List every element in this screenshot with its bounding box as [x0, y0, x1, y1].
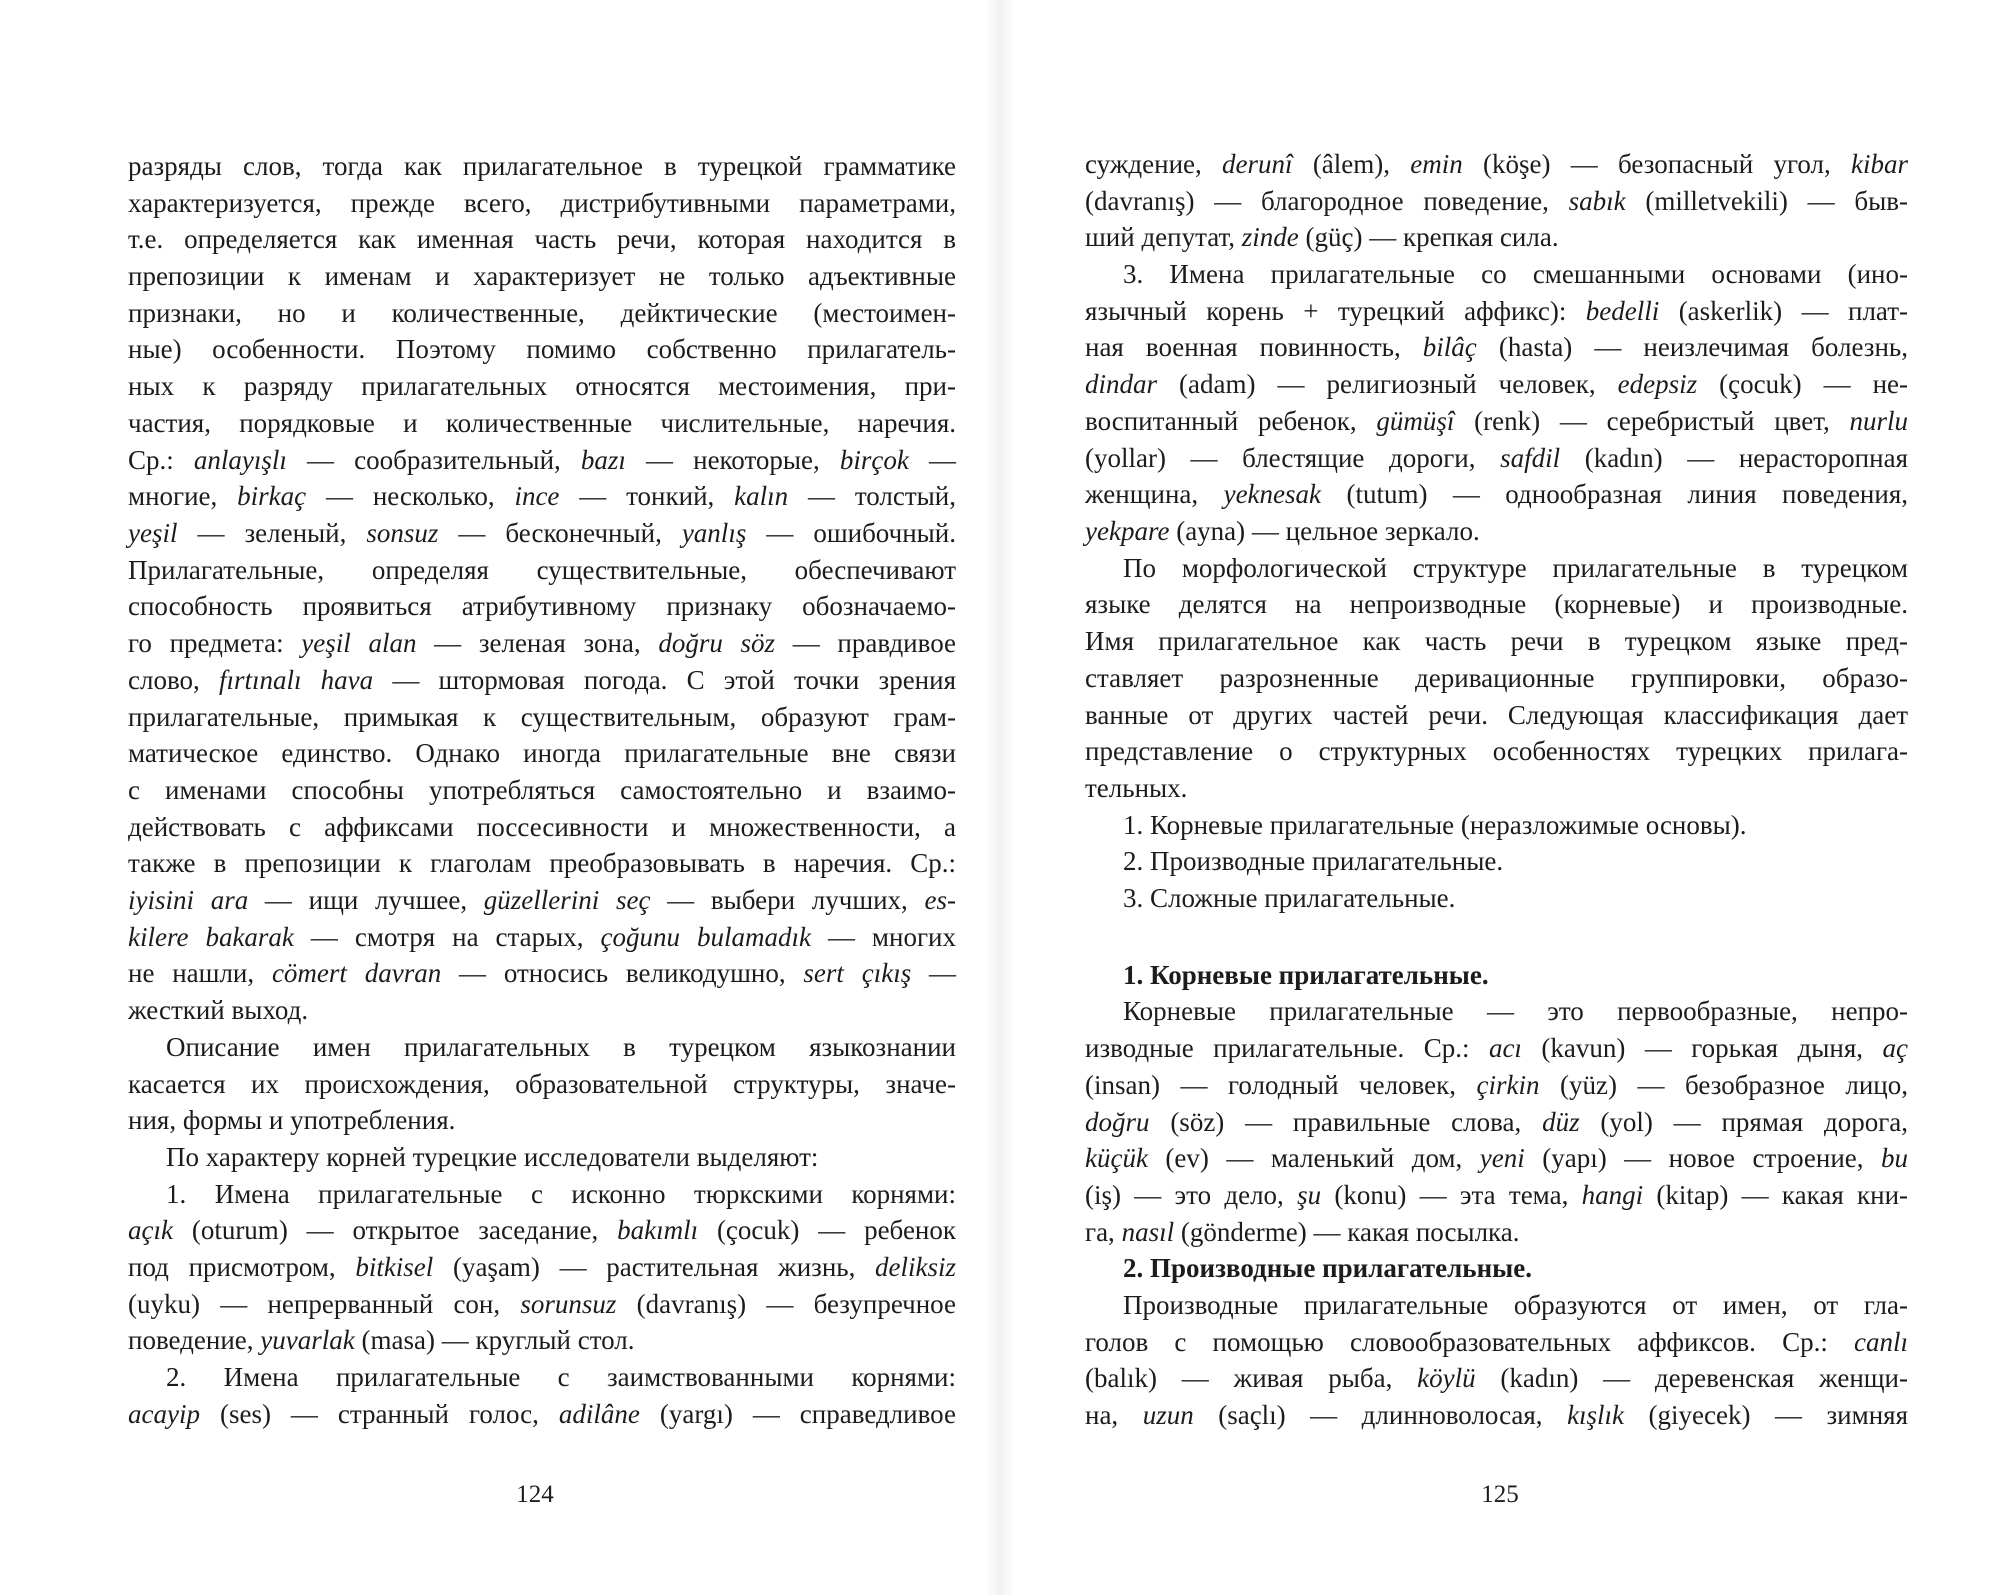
text-line [128, 258, 956, 294]
text-line [128, 1396, 956, 1432]
text-run: 3. Имена прилагательные со смешанными основами (ино- [1123, 259, 1908, 289]
turkish-term: anlayışlı [193, 445, 287, 475]
text-line [128, 1102, 956, 1138]
text-run: — многих [810, 922, 956, 952]
book-gutter [985, 0, 1015, 1595]
turkish-term: bedelli [1585, 296, 1660, 326]
text-run: (kavun) — горькая дыня, [1521, 1033, 1883, 1063]
text-line [128, 588, 956, 624]
text-line [166, 1359, 956, 1395]
turkish-term: deliksiz [875, 1252, 956, 1282]
turkish-term: yeknesak [1223, 479, 1322, 509]
text-run: 2. Производные прилагательные. [1123, 846, 1504, 876]
text-run: характеризуется, прежде всего, дистрибутивными параметрами, [128, 188, 956, 218]
text-run: (davranış) — благородное поведение, [1085, 186, 1569, 216]
turkish-term: düz [1542, 1107, 1580, 1137]
text-line [1123, 1287, 1908, 1323]
right-page-text [1000, 0, 2000, 1595]
text-run: жесткий выход. [128, 995, 309, 1025]
text-run: 3. Сложные прилагательные. [1123, 883, 1456, 913]
text-line [1085, 586, 1908, 622]
text-run: признаки, но и количественные, дейктические (местоимен- [128, 298, 956, 328]
text-line [128, 515, 956, 551]
text-run: (çocuk) — ребенок [698, 1215, 956, 1245]
left-page-number: 124 [516, 1481, 554, 1508]
turkish-term: adilâne [558, 1399, 640, 1429]
text-run: многие, [128, 481, 238, 511]
turkish-term: dindar [1085, 369, 1158, 399]
text-run: на, [1085, 1400, 1143, 1430]
text-run: касается их происхождения, образовательной структуры, значе- [128, 1069, 956, 1099]
text-run: (balık) — живая рыба, [1085, 1363, 1418, 1393]
turkish-term: canlı [1854, 1327, 1908, 1357]
text-run: — выбери лучших, [650, 885, 925, 915]
turkish-term: acı [1488, 1033, 1522, 1063]
turkish-term: güzellerini seç [483, 885, 651, 915]
turkish-term: yeşil [128, 518, 178, 548]
turkish-term: acayip [128, 1399, 200, 1429]
text-line [1085, 770, 1908, 806]
turkish-term: açık [128, 1215, 173, 1245]
text-line [1085, 1140, 1908, 1176]
text-run: — сообразительный, [286, 445, 581, 475]
text-line [166, 1139, 956, 1175]
text-run: — некоторые, [625, 445, 840, 475]
text-run: суждение, [1085, 149, 1223, 179]
text-run: (iş) — это дело, [1085, 1180, 1298, 1210]
text-line [128, 221, 956, 257]
text-line [1085, 219, 1908, 255]
text-line [1085, 329, 1908, 365]
text-run: (söz) — правильные слова, [1149, 1107, 1543, 1137]
text-line [1085, 1177, 1908, 1213]
text-run: (davranış) — безупречное [616, 1289, 956, 1319]
text-line [166, 1176, 956, 1212]
text-run: (yargı) — справедливое [639, 1399, 956, 1429]
text-line [1123, 1250, 1908, 1286]
text-run: ных к разряду прилагательных относятся местоимения, при- [128, 371, 956, 401]
text-run: — ищи лучшее, [248, 885, 484, 915]
turkish-term: köylü [1417, 1363, 1476, 1393]
text-run: женщина, [1085, 479, 1224, 509]
text-line [1123, 550, 1908, 586]
text-run: (uyku) — непрерванный сон, [128, 1289, 521, 1319]
text-run: (saçlı) — длинноволосая, [1193, 1400, 1568, 1430]
text-line [1085, 1030, 1908, 1066]
text-line [1123, 843, 1908, 879]
text-line [1123, 880, 1908, 916]
text-line [1085, 733, 1908, 769]
text-run: 2. Производные прилагательные. [1123, 1253, 1532, 1283]
text-line [1085, 403, 1908, 439]
text-run: 1. Имена прилагательные с исконно тюркскими корнями: [166, 1179, 956, 1209]
text-run: (yapı) — новое строение, [1524, 1143, 1881, 1173]
text-run: представление о структурных особенностях турецких прилага- [1085, 736, 1908, 766]
turkish-term: birçok [839, 445, 909, 475]
right-page [1000, 0, 2000, 1595]
text-line [1085, 1067, 1908, 1103]
turkish-term: yeni [1479, 1143, 1525, 1173]
text-run: 1. Корневые прилагательные (неразложимые основы). [1123, 810, 1747, 840]
text-run: (insan) — голодный человек, [1085, 1070, 1477, 1100]
text-run: (tutum) — однообразная линия поведения, [1321, 479, 1908, 509]
text-line [128, 185, 956, 221]
text-run: также в препозиции к глаголам преобразовывать в наречия. Ср.: [128, 848, 956, 878]
text-run: Ср.: [128, 445, 194, 475]
text-run: ставляет разрозненные деривационные группировки, образо- [1085, 663, 1908, 693]
text-run: — зеленая зона, [416, 628, 659, 658]
text-run: (kadın) — нерасторопная [1560, 443, 1908, 473]
text-line [128, 295, 956, 331]
turkish-term: iyisini ara [128, 885, 249, 915]
text-run: — [911, 958, 957, 988]
text-line [1085, 1397, 1908, 1433]
turkish-term: yekpare [1085, 516, 1170, 546]
text-line [1123, 993, 1908, 1029]
text-line [128, 809, 956, 845]
text-line [1085, 440, 1908, 476]
text-run: (gönderme) — какая посылка. [1174, 1217, 1520, 1247]
text-line [128, 845, 956, 881]
text-line [1085, 1360, 1908, 1396]
text-run: — бесконечный, [438, 518, 682, 548]
text-line [128, 772, 956, 808]
text-run: (konu) — эта тема, [1321, 1180, 1582, 1210]
turkish-term: çirkin [1476, 1070, 1540, 1100]
right-page-number: 125 [1481, 1481, 1519, 1508]
text-line [128, 1066, 956, 1102]
text-line [128, 1249, 956, 1285]
text-run: (ses) — странный голос, [199, 1399, 559, 1429]
turkish-term: safdil [1500, 443, 1561, 473]
text-line [1085, 183, 1908, 219]
turkish-term: cömert davran [271, 958, 442, 988]
text-run: га, [1085, 1217, 1122, 1247]
text-run: Корневые прилагательные — это первообразные, непро- [1123, 996, 1908, 1026]
text-run: (güç) — крепкая сила. [1298, 222, 1559, 252]
turkish-term: bilâç [1422, 332, 1477, 362]
text-line [128, 442, 956, 478]
text-line [128, 919, 956, 955]
text-run: ший депутат, [1085, 222, 1242, 252]
turkish-term: sonsuz [366, 518, 439, 548]
turkish-term: birkaç [237, 481, 307, 511]
turkish-term: ince [514, 481, 560, 511]
text-run: препозиции к именам и характеризует не только адъективные [128, 261, 956, 291]
text-run: — смотря на старых, [293, 922, 601, 952]
text-line [1085, 476, 1908, 512]
text-line [1123, 807, 1908, 843]
text-run: голов с помощью словообразовательных аффиксов. Ср.: [1085, 1327, 1854, 1357]
turkish-term: nurlu [1849, 406, 1909, 436]
text-run: воспитанный ребенок, [1085, 406, 1377, 436]
text-line [1085, 623, 1908, 659]
text-run: ванные от других частей речи. Следующая классификация дает [1085, 700, 1908, 730]
text-line [128, 625, 956, 661]
text-run: — толстый, [788, 481, 957, 511]
text-run: слово, [128, 665, 219, 695]
text-run: (askerlik) — плат- [1659, 296, 1908, 326]
text-run: (masa) — круглый стол. [354, 1325, 635, 1355]
text-run: го предмета: [128, 628, 302, 658]
text-run: (oturum) — открытое заседание, [172, 1215, 618, 1245]
turkish-term: uzun [1142, 1400, 1194, 1430]
turkish-term: yeşil alan [301, 628, 417, 658]
turkish-term: edepsiz [1617, 369, 1698, 399]
text-line [128, 662, 956, 698]
text-run: разряды слов, тогда как прилагательное в турецкой грамматике [128, 151, 956, 181]
text-line [1085, 146, 1908, 182]
text-run: — относись великодушно, [441, 958, 804, 988]
text-run: ния, формы и употребления. [128, 1105, 456, 1135]
text-line [1123, 957, 1908, 993]
turkish-term: doğru söz [658, 628, 776, 658]
turkish-term: kalın [734, 481, 789, 511]
turkish-term: şu [1297, 1180, 1322, 1210]
text-line [1085, 366, 1908, 402]
text-run: ная военная повинность, [1085, 332, 1423, 362]
text-line [1085, 1104, 1908, 1140]
text-run: По морфологической структуре прилагательные в турецком [1123, 553, 1908, 583]
turkish-term: bitkisel [355, 1252, 434, 1282]
text-run: поведение, [128, 1325, 261, 1355]
text-line [1085, 293, 1908, 329]
text-run: (yaşam) — растительная жизнь, [433, 1252, 875, 1282]
text-run: Прилагательные, определяя существительные, обеспечивают [128, 555, 956, 585]
text-run: языке делятся на непроизводные (корневые) и производные. [1085, 589, 1908, 619]
text-line [128, 148, 956, 184]
text-run: — зеленый, [177, 518, 367, 548]
text-run: способность проявиться атрибутивному признаку обозначаемо- [128, 591, 956, 621]
text-run: (giyecek) — зимняя [1624, 1400, 1908, 1430]
text-run: 1. Корневые прилагательные. [1123, 960, 1489, 990]
text-run: действовать с аффиксами поссесивности и множественности, а [128, 812, 956, 842]
turkish-term: kibar [1851, 149, 1908, 179]
text-line [128, 1322, 956, 1358]
text-run: — ошибочный. [746, 518, 956, 548]
text-run: ные) особенности. Поэтому помимо собственно прилагатель- [128, 334, 956, 364]
text-run: (yollar) — блестящие дороги, [1085, 443, 1501, 473]
text-line [1085, 513, 1908, 549]
text-run: матическое единство. Однако иногда прилагательные вне связи [128, 738, 956, 768]
turkish-term: bazı [580, 445, 626, 475]
turkish-term: yanlış [681, 518, 747, 548]
text-line [1085, 697, 1908, 733]
text-run: (çocuk) — не- [1697, 369, 1909, 399]
text-line [128, 699, 956, 735]
text-line [166, 1029, 956, 1065]
text-run: прилагательные, примыкая к существительным, образуют грам- [128, 702, 956, 732]
text-run: язычный корень + турецкий аффикс): [1085, 296, 1586, 326]
turkish-term: fırtınalı hava [218, 665, 374, 695]
text-run: (kitap) — какая кни- [1643, 1180, 1909, 1210]
text-run: (yol) — прямая дорога, [1579, 1107, 1908, 1137]
turkish-term: nasıl [1121, 1217, 1175, 1247]
text-run: т.е. определяется как именная часть речи, которая находится в [128, 224, 956, 254]
text-run: под присмотром, [128, 1252, 356, 1282]
text-run: Описание имен прилагательных в турецком языкознании [166, 1032, 956, 1062]
text-run: (hasta) — неизлечимая болезнь, [1476, 332, 1908, 362]
turkish-term: es- [924, 885, 956, 915]
turkish-term: kışlık [1567, 1400, 1625, 1430]
turkish-term: hangi [1581, 1180, 1644, 1210]
text-line [128, 368, 956, 404]
text-run: (adam) — религиозный человек, [1157, 369, 1618, 399]
turkish-term: çoğunu bulamadık [600, 922, 811, 952]
text-line [128, 405, 956, 441]
text-run: 2. Имена прилагательные с заимствованными корнями: [166, 1362, 956, 1392]
text-run: изводные прилагательные. Ср.: [1085, 1033, 1489, 1063]
turkish-term: aç [1882, 1033, 1908, 1063]
text-run: тельных. [1085, 773, 1188, 803]
text-line [1085, 1324, 1908, 1360]
text-run: — тонкий, [559, 481, 735, 511]
turkish-term: derunî [1222, 149, 1293, 179]
turkish-term: sert çıkış [803, 958, 912, 988]
text-run: (milletvekili) — быв- [1625, 186, 1908, 216]
turkish-term: küçük [1085, 1143, 1148, 1173]
text-run: — [908, 445, 956, 475]
text-run: Производные прилагательные образуются от имен, от гла- [1123, 1290, 1908, 1320]
turkish-term: sabık [1568, 186, 1626, 216]
text-run: — штормовая погода. С этой точки зрения [373, 665, 956, 695]
text-line [128, 1212, 956, 1248]
text-line [128, 552, 956, 588]
text-line [128, 882, 956, 918]
turkish-term: sorunsuz [520, 1289, 617, 1319]
text-run: Имя прилагательное как часть речи в турецком языке пред- [1085, 626, 1908, 656]
turkish-term: zinde [1241, 222, 1299, 252]
text-run: (kadın) — деревенская женщи- [1475, 1363, 1908, 1393]
turkish-term: bu [1881, 1143, 1908, 1173]
text-line [1123, 256, 1908, 292]
text-line [128, 992, 956, 1028]
text-run: — несколько, [306, 481, 515, 511]
turkish-term: kilere bakarak [128, 922, 294, 952]
text-line [128, 478, 956, 514]
text-line [128, 331, 956, 367]
text-run: (ayna) — цельное зеркало. [1169, 516, 1480, 546]
turkish-term: emin [1410, 149, 1463, 179]
text-run: (âlem), [1292, 149, 1411, 179]
text-run: не нашли, [128, 958, 272, 988]
text-run: (ev) — маленький дом, [1147, 1143, 1480, 1173]
text-run: По характеру корней турецкие исследователи выделяют: [166, 1142, 819, 1172]
turkish-term: bakımlı [617, 1215, 699, 1245]
text-line [128, 735, 956, 771]
text-run: частия, порядковые и количественные числительные, наречия. [128, 408, 956, 438]
text-run: (renk) — серебристый цвет, [1454, 406, 1850, 436]
turkish-term: doğru [1085, 1107, 1150, 1137]
text-line [128, 1286, 956, 1322]
turkish-term: yuvarlak [260, 1325, 355, 1355]
text-line [1085, 660, 1908, 696]
turkish-term: gümüşî [1376, 406, 1455, 436]
text-run: (yüz) — безобразное лицо, [1539, 1070, 1908, 1100]
text-run: с именами способны употребляться самостоятельно и взаимо- [128, 775, 956, 805]
text-line [1085, 1214, 1908, 1250]
text-run: — правдивое [775, 628, 957, 658]
text-run: (köşe) — безопасный угол, [1462, 149, 1851, 179]
text-line [128, 955, 956, 991]
